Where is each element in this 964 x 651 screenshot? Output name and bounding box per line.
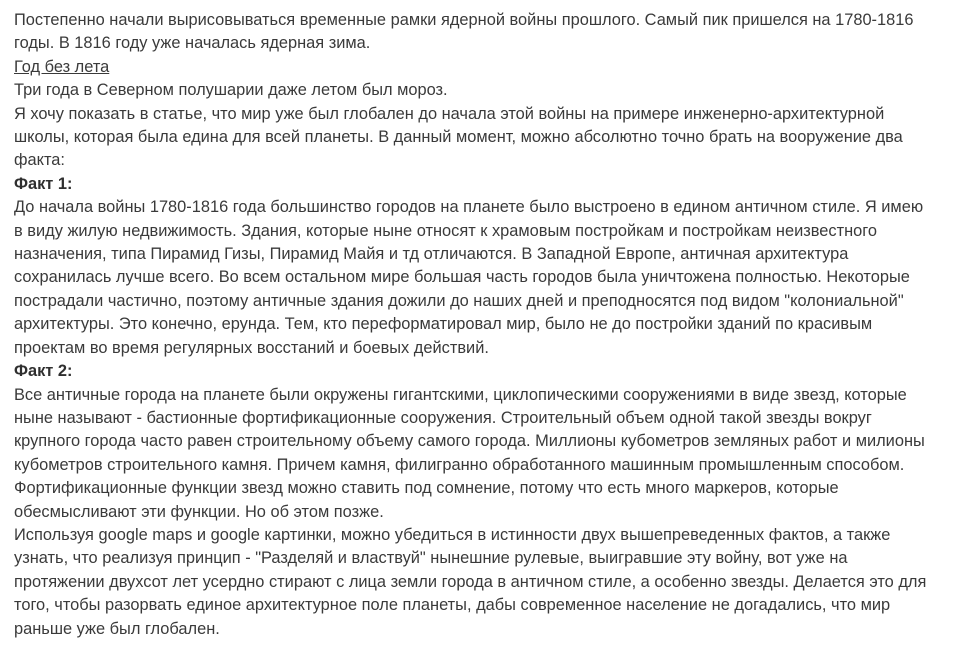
fact-1-line: назначения, типа Пирамид Гизы, Пирамид Майя и тд отличаются. В Западной Европе, античная архитектура	[14, 245, 849, 264]
paragraph-line: Я хочу показать в статье, что мир уже был глобален до начала этой войны на примере инженерно-архитектурной	[14, 104, 885, 123]
closing-line: того, чтобы разорвать единое архитектурное поле планеты, дабы современное население не догадались, что мир	[14, 596, 891, 615]
paragraph-line: Три года в Северном полушарии даже летом был мороз.	[14, 81, 448, 100]
fact-1-line: сохранилась лучше всего. Во всем остальном мире большая часть городов была уничтожена полностью. Некоторые	[14, 268, 910, 287]
fact-2-heading: Факт 2:	[14, 362, 73, 381]
fact-2-line: кубометров строительного камня. Причем камня, филигранно обработанного машинным промышленным способом.	[14, 455, 905, 474]
fact-1-line: проектам во время регулярных восстаний и боевых действий.	[14, 338, 489, 357]
fact-1-heading: Факт 1:	[14, 174, 73, 193]
fact-2-line: Фортификационные функции звезд можно ставить под сомнение, потому что есть много маркеров, которые	[14, 479, 839, 498]
closing-line: раньше уже был глобален.	[14, 619, 220, 638]
closing-line: Используя google maps и google картинки, можно убедиться в истинности двух вышепреведенных фактов, а также	[14, 525, 891, 544]
paragraph-line: годы. В 1816 году уже началась ядерная зима.	[14, 34, 371, 53]
paragraph-line: Постепенно начали вырисовываться временные рамки ядерной войны прошлого. Самый пик пришелся на 1780-1816	[14, 11, 914, 29]
closing-line: протяжении двухсот лет усердно стирают с лица земли города в античном стиле, а особенно звезды. Делается это для	[14, 572, 927, 591]
fact-1-line: пострадали частично, поэтому античные здания дожили до наших дней и преподносятся под видом "колониальной"	[14, 291, 904, 310]
year-without-summer-link[interactable]: Год без лета	[14, 57, 110, 76]
closing-line: узнать, что реализуя принцип - "Разделяй и властвуй" нынешние рулевые, выигравшие эту войну, вот уже на	[14, 549, 848, 568]
fact-2-line: обесмысливают эти функции. Но об этом позже.	[14, 502, 384, 521]
fact-1-line: До начала войны 1780-1816 года большинство городов на планете было выстроено в едином античном стиле. Я имею	[14, 198, 924, 217]
fact-2-line: ныне называют - бастионные фортификационные сооружения. Строительный объем одной такой звезды вокруг	[14, 408, 872, 427]
fact-1-line: в виду жилую недвижимость. Здания, которые ныне относят к храмовым постройкам и постройкам неизвестного	[14, 221, 877, 240]
paragraph-line: школы, которая была едина для всей планеты. В данный момент, можно абсолютно точно брать на вооружение два	[14, 128, 903, 147]
fact-1-line: архитектуры. Это конечно, ерунда. Тем, кто переформатировал мир, было не до постройки зданий по красивым	[14, 315, 873, 334]
fact-2-line: Все античные города на планете были окружены гигантскими, циклопическими сооружениями в виде звезд, которые	[14, 385, 907, 404]
article-body	[14, 9, 949, 641]
paragraph-line: факта:	[14, 151, 65, 170]
fact-2-line: крупного города часто равен строительному объему самого города. Миллионы кубометров земляных работ и милионы	[14, 432, 925, 451]
